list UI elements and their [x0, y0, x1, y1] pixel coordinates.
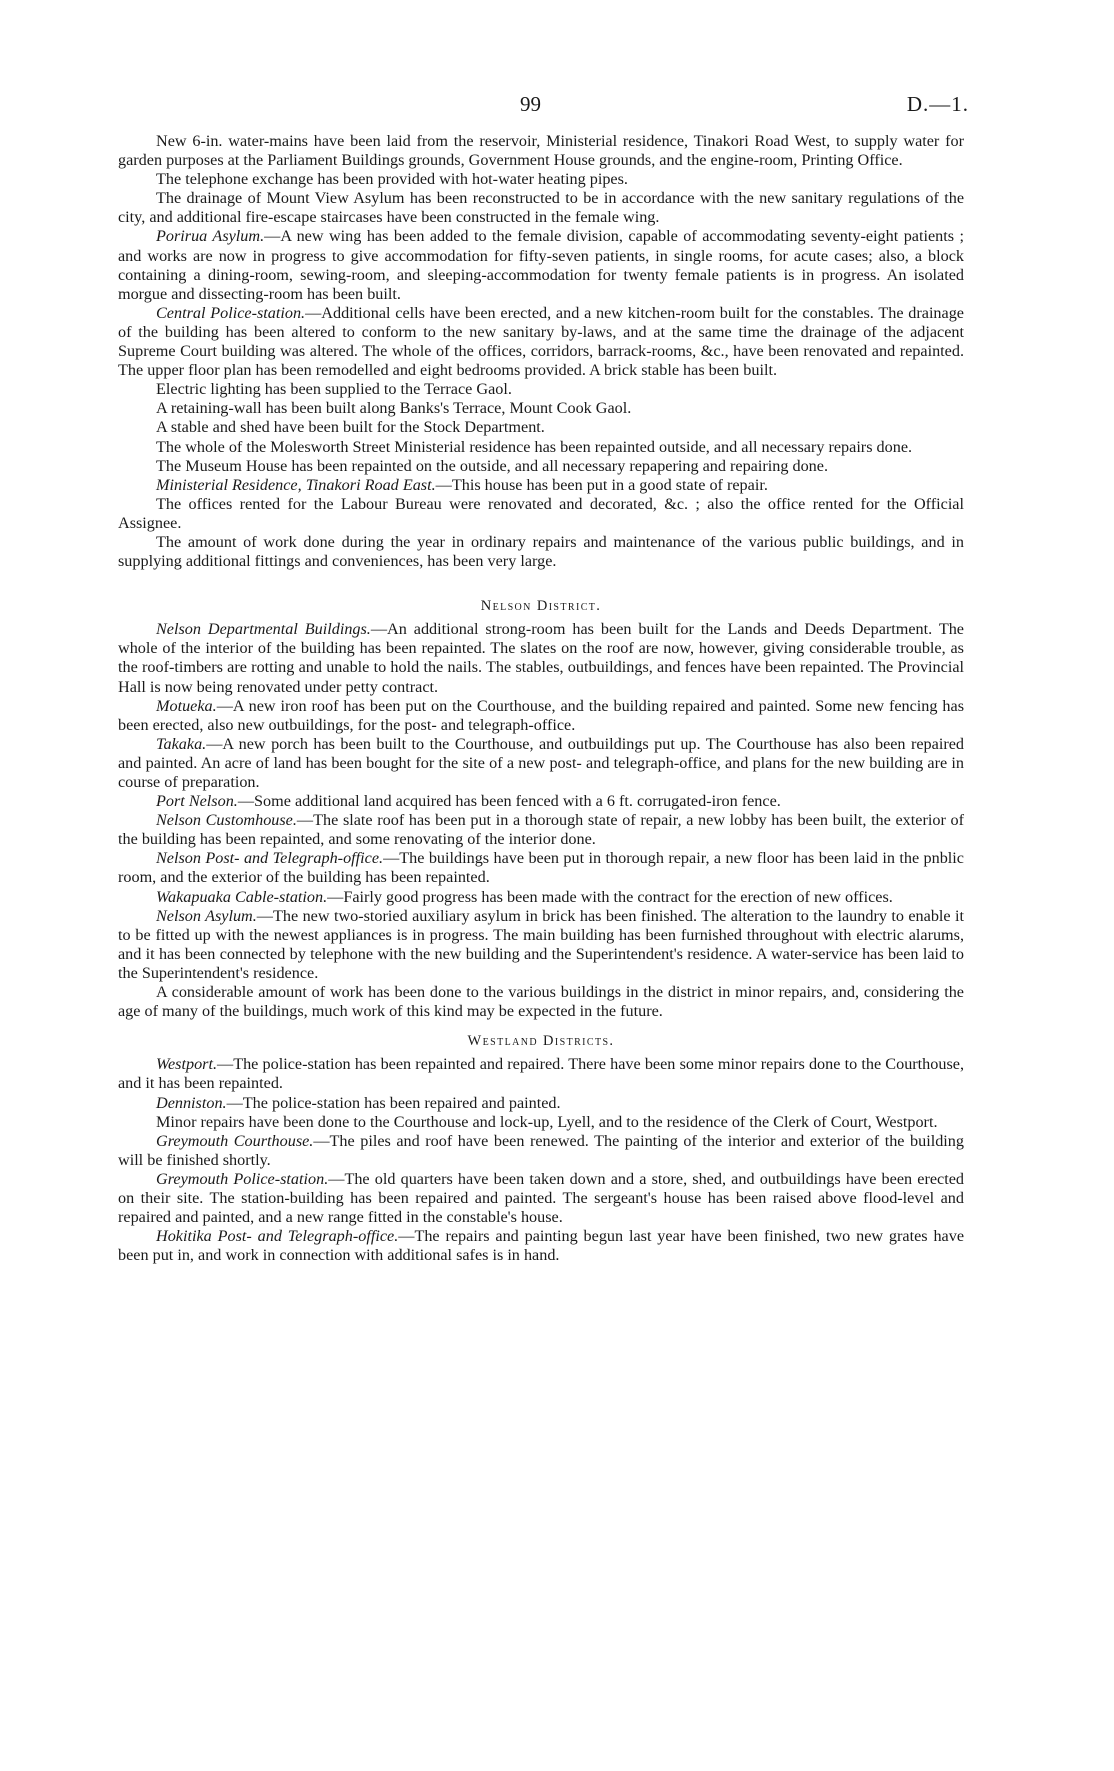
paragraph-lead: Westport.: [156, 1055, 218, 1074]
paragraph: [118, 227, 964, 303]
paragraph-lead: Wakapuaka Cable-station.: [156, 887, 328, 906]
paragraph: [118, 983, 964, 1021]
paragraph-text: —The police-station has been repainted and repaired. There have been some minor repairs done to the Courthouse, and it has been repainted.: [118, 1055, 964, 1093]
paragraph: [118, 132, 964, 170]
paragraph-text: —Additional cells have been erected, and a new kitchen-room built for the constables. The drainage of the building has been altered to conform to the new sanitary by-laws, and at the same time the drainage of the adjacent Supreme Court building was altered. The whole of the offices, corridors, barrack-rooms, &c., have been renovated and repainted. The upper floor plan has been remodelled and eight bedrooms provided. A brick stable has been built.: [118, 303, 964, 380]
paragraph: [118, 380, 964, 399]
paragraph: [118, 457, 964, 476]
paragraph: [118, 399, 964, 418]
paragraph-text: —The repairs and painting begun last year have been finished, two new grates have been put in, and work in connection with additional safes is in hand.: [118, 1227, 965, 1265]
paragraph-text: Electric lighting has been supplied to the Terrace Gaol.: [156, 380, 512, 399]
paragraph-text: A stable and shed have been built for the Stock Department.: [156, 418, 545, 437]
paragraph: [118, 1132, 964, 1170]
paragraph-text: A retaining-wall has been built along Banks's Terrace, Mount Cook Gaol.: [156, 399, 632, 418]
paragraph-text: —The police-station has been repaired and painted.: [226, 1093, 561, 1112]
paragraph-text: The telephone exchange has been provided with hot-water heating pipes.: [156, 170, 628, 189]
paragraph-text: The whole of the Molesworth Street Ministerial residence has been repainted outside, and all necessary repairs done.: [156, 437, 913, 456]
paragraph-lead: Nelson Departmental Buildings.: [156, 620, 371, 639]
paragraph-lead: Port Nelson.: [156, 792, 238, 811]
paragraph: [118, 533, 964, 571]
paragraph-text: —The slate roof has been put in a thorough state of repair, a new lobby has been built, the exterior of the building has been repainted, and some renovating of the interior done.: [118, 811, 964, 849]
paragraph: [118, 1055, 964, 1093]
paragraph-text: —Some additional land acquired has been fenced with a 6 ft. corrugated-iron fence.: [237, 792, 781, 811]
paragraph-lead: Greymouth Courthouse.: [156, 1131, 314, 1150]
paragraph-text: —An additional strong-room has been built for the Lands and Deeds Department. The whole of the interior of the building has been repainted. The slates on the roof are now, however, giving considerable trouble, as the roof-timbers are rotting and unable to hold the nails. The stables, outbuildings, and fences have been repainted. The Provincial Hall is now being renovated under petty contract.: [118, 620, 964, 696]
paragraph-lead: Greymouth Police-station.: [156, 1169, 329, 1188]
paragraph: [118, 304, 964, 380]
paragraph-text: A considerable amount of work has been done to the various buildings in the district in minor repairs, and, considering the age of many of the buildings, much work of this kind may be expected in the future.: [118, 983, 964, 1021]
paragraph-text: —The buildings have been put in thorough repair, a new floor has been laid in the pnblic room, and the exterior of the building has been repainted.: [118, 849, 964, 887]
paragraph-text: —A new porch has been built to the Courthouse, and outbuildings put up. The Courthouse has also been repaired and painted. An acre of land has been bought for the site of a new post- and telegraph-office, and plans for the new building are in course of preparation.: [118, 734, 964, 791]
section-heading: Nelson District.: [480, 598, 602, 615]
paragraph: [118, 888, 964, 907]
paragraph: [118, 1227, 964, 1265]
paragraph-lead: Motueka.: [156, 696, 217, 715]
paragraph: [118, 438, 964, 457]
paragraph: [118, 792, 964, 811]
paragraph-text: —A new iron roof has been put on the Courthouse, and the building repaired and painted. Some new fencing has been erected, also new outbuildings, for the post- and telegraph-office.: [118, 696, 964, 734]
paragraph-text: The Museum House has been repainted on the outside, and all necessary repapering and repairing done.: [156, 456, 829, 475]
page-header: [0, 92, 1114, 122]
paragraph-text: The drainage of Mount View Asylum has been reconstructed to be in accordance with the new sanitary regulations of the city, and additional fire-escape staircases have been constructed in the female wing.: [118, 189, 964, 227]
paragraph-lead: Nelson Customhouse.: [156, 811, 297, 830]
paragraph: [118, 189, 964, 227]
paragraph: [118, 907, 964, 983]
paragraph-lead: Ministerial Residence, Tinakori Road East.: [156, 475, 436, 494]
paragraph-text: —Fairly good progress has been made with the contract for the erection of new offices.: [327, 887, 893, 906]
document-reference: D.—1.: [906, 92, 969, 116]
paragraph-text: —The piles and roof have been renewed. The painting of the interior and exterior of the building will be finished shortly.: [118, 1131, 964, 1169]
paragraph: [118, 735, 964, 792]
paragraph-lead: Takaka.: [156, 734, 207, 753]
paragraph-lead: Central Police-station.: [156, 303, 306, 322]
paragraph: [118, 620, 964, 696]
paragraph-lead: Nelson Post- and Telegraph-office.: [156, 849, 384, 868]
paragraph: [118, 811, 964, 849]
paragraph: [118, 170, 964, 189]
page-number: 99: [520, 92, 541, 116]
paragraph: [118, 476, 964, 495]
paragraph: [118, 697, 964, 735]
paragraph: [118, 1113, 964, 1132]
paragraph-text: New 6-in. water-mains have been laid from the reservoir, Ministerial residence, Tinakori Road West, to supply water for garden purposes at the Parliament Buildings grounds, Government House grounds, and the engine-room, Printing Office.: [118, 132, 964, 170]
paragraph-text: —A new wing has been added to the female division, capable of accommodating seventy-eight patients ; and works are now in progress to give accommodation for fifty-seven patients, in single rooms, for acute cases; also, a block containing a dining-room, sewing-room, and sleeping-accommodation for twenty female patients is in progress. An isolated morgue and dissecting-room has been built.: [118, 227, 964, 303]
paragraph: [118, 1170, 964, 1227]
paragraph: [118, 849, 964, 887]
paragraph-lead: Hokitika Post- and Telegraph-office.: [156, 1227, 399, 1246]
paragraph-lead: Porirua Asylum.: [156, 227, 265, 246]
paragraph-lead: Denniston.: [156, 1093, 227, 1112]
paragraph: [118, 418, 964, 437]
paragraph-lead: Nelson Asylum.: [156, 906, 257, 925]
document-body: [118, 132, 964, 1265]
section-heading: Westland Districts.: [467, 1033, 615, 1050]
paragraph-text: —The old quarters have been taken down and a store, shed, and outbuildings have been erected on their site. The station-building has been repaired and painted. The sergeant's house has been raised above flood-level and repaired and painted, and a new range fitted in the constable's house.: [118, 1169, 964, 1227]
paragraph: [118, 495, 964, 533]
paragraph-text: —This house has been put in a good state of repair.: [435, 475, 768, 494]
paragraph-text: The amount of work done during the year in ordinary repairs and maintenance of the various public buildings, and in supplying additional fittings and conveniences, has been very large.: [118, 532, 964, 571]
paragraph-text: Minor repairs have been done to the Courthouse and lock-up, Lyell, and to the residence of the Clerk of Court, Westport.: [156, 1112, 938, 1131]
paragraph-text: The offices rented for the Labour Bureau were renovated and decorated, &c. ; also the office rented for the Official Assignee.: [118, 494, 964, 532]
paragraph-text: —The new two-storied auxiliary asylum in brick has been finished. The alteration to the laundry to enable it to be fitted up with the newest appliances is in progress. The main building has been furnished throughout with electric alarums, and it has been connected by telephone with the new building and the Superintendent's residence. A water-service has been laid to the Superintendent's residence.: [118, 906, 965, 982]
paragraph: [118, 1094, 964, 1113]
